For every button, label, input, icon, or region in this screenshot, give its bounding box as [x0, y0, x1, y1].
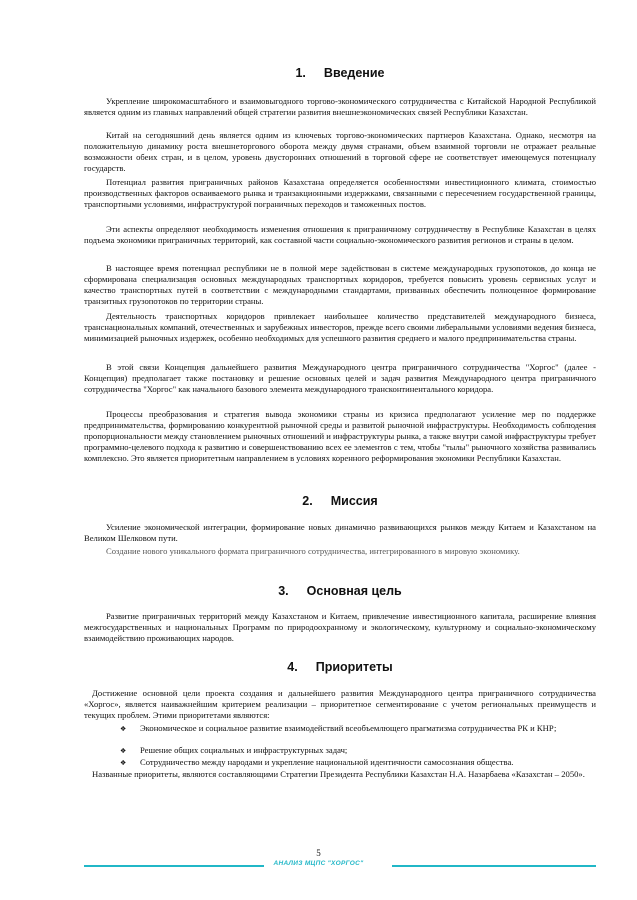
section-heading-goal [84, 584, 596, 598]
bullet-icon: ❖ [120, 725, 127, 733]
section-title: Миссия [330, 494, 378, 508]
bullet-icon: ❖ [120, 747, 127, 755]
page-number: 5 [316, 848, 321, 858]
paragraph: В этой связи Концепция дальнейшего развития Международного центра приграничного сотрудничества "Хоргос" (далее - Концепция) предполагает также постановку и решение основных целей и задач развития Международного центра приграничного сотрудничества "Хоргос" как начального базового элемента международного трансконтинентального коридора. [84, 362, 596, 394]
section-title: Приоритеты [315, 660, 393, 674]
section-number: 2. [302, 494, 313, 508]
paragraph: Достижение основной цели проекта создания и дальнейшего развития Международного центра приграничного сотрудничества «Хоргос», является наиважнейшим критерием реализации – приоритетное сегментирование с учетом региональных преимуществ и текущих проблем. Этими приоритетами являются: [84, 688, 596, 720]
bullet-icon: ❖ [120, 759, 127, 767]
section-number: 4. [287, 660, 298, 674]
list-item-text: Сотрудничество между народами и укрепление национальной идентичности самосознания общества. [140, 757, 514, 767]
section-heading-priorities [84, 660, 596, 674]
list-item [120, 757, 596, 769]
list-item [84, 723, 596, 735]
list-item [120, 745, 596, 757]
paragraph: Эти аспекты определяют необходимость изменения отношения к приграничному сотрудничеству в Республике Казахстан в целях подъема экономики приграничных территорий, как составной части социально-экономического развития регионов и страны в целом. [84, 224, 596, 245]
section-heading-mission [84, 494, 596, 508]
list-item-text: Экономическое и социальное развитие взаимодействий всеобъемлющего прагматизма сотрудничества РК и КНР; [140, 723, 557, 733]
list-item-text: Решение общих социальных и инфраструктурных задач; [140, 745, 348, 755]
paragraph: Создание нового уникального формата приграничного сотрудничества, интегрированного в мировую экономику. [106, 546, 520, 556]
paragraph: Усиление экономической интеграции, формирование новых динамично развивающихся рынков между Китаем и Казахстаном на Великом Шелковом пути. [84, 522, 596, 543]
paragraph: Развитие приграничных территорий между Казахстаном и Китаем, привлечение инвестиционного капитала, расширение влияния межгосударственных и национальных Программ по природоохранному и экологическому, культурному и социально-экономическому взаимодействию проживающих народов. [84, 611, 596, 643]
paragraph: Укрепление широкомасштабного и взаимовыгодного торгово-экономического сотрудничества с Китайской Народной Республикой является одним из главных направлений общей стратегии развития внешнеэкономических связей Республики Казахстан. [84, 96, 596, 117]
paragraph: В настоящее время потенциал республики не в полной мере задействован в системе международных грузопотоков, до конца не сформирована специализация основных международных транспортных коридоров, требуется повысить уровень сервисных услуг и качество транспортных путей в соответствии с международными стандартами, призванных обеспечить полноценное формирование транзитных грузопотоков по территории страны. [84, 263, 596, 306]
paragraph: Потенциал развития приграничных районов Казахстана определяется особенностями инвестиционного климата, стоимостью производственных факторов осваиваемого рынка и транзакционными издержками, связанными с пересечением государственной границы, транспортными условиями, инфраструктурой пограничных переходов и таможенных постов. [84, 177, 596, 209]
paragraph: Процессы преобразования и стратегия вывода экономики страны из кризиса предполагают усиление мер по поддержке предпринимательства, формированию конкурентной рыночной среды и развитой рыночной инфраструктуры. Необходимость соблюдения пропорциональности между становлением рыночных отношений и инфраструктуры рынка, а также внутри самой инфраструктуры требует программно-целевого подхода к развитию и совершенствованию всех ее элементов с тем, чтобы "тылы" рыночного хозяйства развивались комплексно. Это является приоритетным направлением в условиях коренного реформирования экономики Республики Казахстан. [84, 409, 596, 463]
paragraph: Деятельность транспортных коридоров привлекает наибольшее количество представителей международного бизнеса, транснациональных компаний, отечественных и зарубежных инвесторов, прежде всего своими либеральными условиями ведения бизнеса, минимизацией рыночных издержек, особенно необходимых для успешного развития среднего и малого предпринимательства страны. [84, 311, 596, 343]
section-number: 3. [278, 584, 289, 598]
section-title: Основная цель [306, 584, 402, 598]
section-title: Введение [323, 66, 385, 80]
section-number: 1. [295, 66, 306, 80]
paragraph: Названные приоритеты, являются составляющими Стратегии Президента Республики Казахстан Н.А. Назарбаева «Казахстан – 2050». [92, 769, 585, 779]
footer-title: АНАЛИЗ МЦПС "ХОРГОС" [273, 860, 364, 867]
paragraph: Китай на сегодняшний день является одним из ключевых торгово-экономических партнеров Казахстана. Однако, несмотря на положительную динамику роста внешнеторгового оборота между двумя странами, объем взаимной торговли не отражает реальные возможности обеих стран, и в целом, уровень двусторонних отношений в торговой сфере не соответствует имеющемуся потенциалу государств. [84, 130, 596, 173]
section-heading-intro [84, 66, 596, 80]
